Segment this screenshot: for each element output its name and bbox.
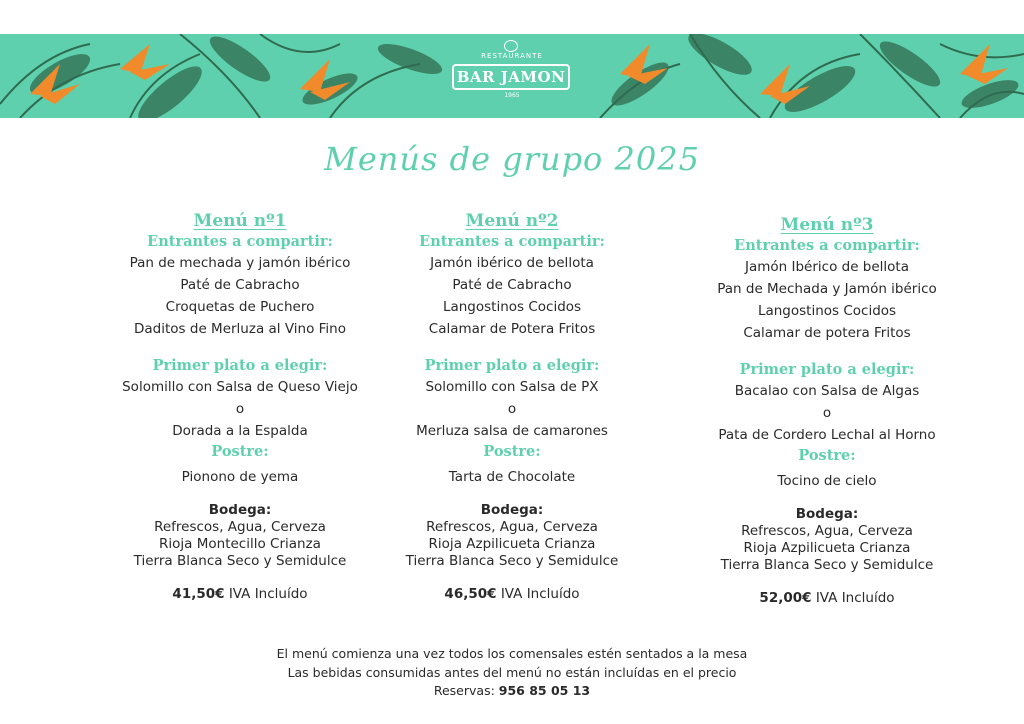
bodega-heading: Bodega: — [208, 502, 272, 518]
logo-emblem-icon — [504, 40, 518, 52]
page-title: Menús de grupo 2025 — [324, 140, 700, 178]
primer-plato-heading: Primer plato a elegir: — [424, 357, 600, 374]
bodega-heading: Bodega: — [480, 502, 544, 518]
bodega-item: Tierra Blanca Seco y Semidulce — [133, 553, 347, 569]
menu-price — [686, 588, 968, 608]
postre-item: Piononо de yema — [181, 469, 299, 485]
entrante-item: Daditos de Merluza al Vino Fino — [134, 321, 346, 337]
price-value: 52,00€ — [759, 590, 812, 606]
postre-item: Tarta de Chocolate — [448, 469, 576, 485]
logo-name: BAR JAMON — [452, 64, 570, 90]
primer-plato-item: Merluza salsa de camarones — [416, 423, 608, 439]
entrante-item: Paté de Cabracho — [452, 277, 572, 293]
entrante-item: Calamar de potera Fritos — [743, 325, 911, 341]
price-note: IVA Incluído — [224, 586, 308, 602]
primer-plato-item: Solomillo con Salsa de Queso Viejo — [122, 379, 358, 395]
bodega-item: Refrescos, Agua, Cerveza — [741, 523, 913, 539]
entrantes-heading: Entrantes a compartir: — [419, 233, 605, 250]
logo-top-text: RESTAURANTE — [481, 52, 543, 60]
entrante-item: Jamón ibérico de bellota — [430, 255, 594, 271]
footer-line-2: Las bebidas consumidas antes del menú no están incluídas en el precio — [287, 664, 737, 680]
primer-plato-item: o — [235, 401, 245, 417]
menu-price — [100, 584, 380, 604]
price-value: 41,50€ — [172, 586, 225, 602]
footer-line-1: El menú comienza una vez todos los comensales estén sentados a la mesa — [276, 646, 748, 661]
footer-notes — [0, 645, 1024, 701]
bodega-item: Refrescos, Agua, Cerveza — [426, 519, 598, 535]
entrantes-heading: Entrantes a compartir: — [147, 233, 333, 250]
entrante-item: Pan de Mechada y Jamón ibérico — [717, 281, 937, 297]
menu-title: Menú nº2 — [465, 211, 559, 231]
bodega-item: Rioja Montecillo Crianza — [159, 536, 321, 552]
entrante-item: Jamón Ibérico de bellota — [744, 259, 909, 275]
menu-title: Menú nº1 — [193, 211, 287, 231]
bodega-item: Refrescos, Agua, Cerveza — [154, 519, 326, 535]
bodega-item: Tierra Blanca Seco y Semidulce — [720, 557, 934, 573]
price-note: IVA Incluído — [811, 590, 895, 606]
entrante-item: Langostinos Cocidos — [442, 299, 582, 315]
price-value: 46,50€ — [444, 586, 497, 602]
restaurant-logo — [452, 40, 572, 110]
primer-plato-heading: Primer plato a elegir: — [739, 361, 915, 378]
primer-plato-item: Pata de Cordero Lechal al Horno — [718, 427, 936, 443]
entrante-item: Langostinos Cocidos — [757, 303, 897, 319]
menu-price — [372, 584, 652, 604]
reservas-label: Reservas: — [433, 683, 499, 698]
entrante-item: Paté de Cabracho — [180, 277, 300, 293]
footer-reservas — [0, 682, 1024, 701]
bodega-item: Tierra Blanca Seco y Semidulce — [405, 553, 619, 569]
menu-column-1 — [100, 210, 380, 604]
bodega-heading: Bodega: — [795, 506, 859, 522]
bodega-item: Rioja Azpilicueta Crianza — [428, 536, 596, 552]
logo-year: 1965 — [504, 92, 520, 99]
menu-column-3 — [686, 214, 968, 608]
bodega-item: Rioja Azpilicueta Crianza — [743, 540, 911, 556]
postre-heading: Postre: — [798, 447, 856, 464]
price-note: IVA Incluído — [496, 586, 580, 602]
primer-plato-item: Bacalao con Salsa de Algas — [734, 383, 920, 399]
postre-item: Tocino de cielo — [777, 473, 877, 489]
primer-plato-heading: Primer plato a elegir: — [152, 357, 328, 374]
header-banner — [0, 34, 1024, 118]
reservas-phone: 956 85 05 13 — [498, 683, 591, 698]
entrantes-heading: Entrantes a compartir: — [734, 237, 920, 254]
primer-plato-item: Dorada a la Espalda — [172, 423, 308, 439]
menu-title: Menú nº3 — [780, 215, 874, 235]
postre-heading: Postre: — [483, 443, 541, 460]
primer-plato-item: o — [822, 405, 832, 421]
primer-plato-item: Solomillo con Salsa de PX — [425, 379, 599, 395]
primer-plato-item: o — [507, 401, 517, 417]
entrante-item: Calamar de Potera Fritos — [428, 321, 596, 337]
menu-column-2 — [372, 210, 652, 604]
entrante-item: Pan de mechada y jamón ibérico — [129, 255, 351, 271]
entrante-item: Croquetas de Puchero — [165, 299, 315, 315]
postre-heading: Postre: — [211, 443, 269, 460]
